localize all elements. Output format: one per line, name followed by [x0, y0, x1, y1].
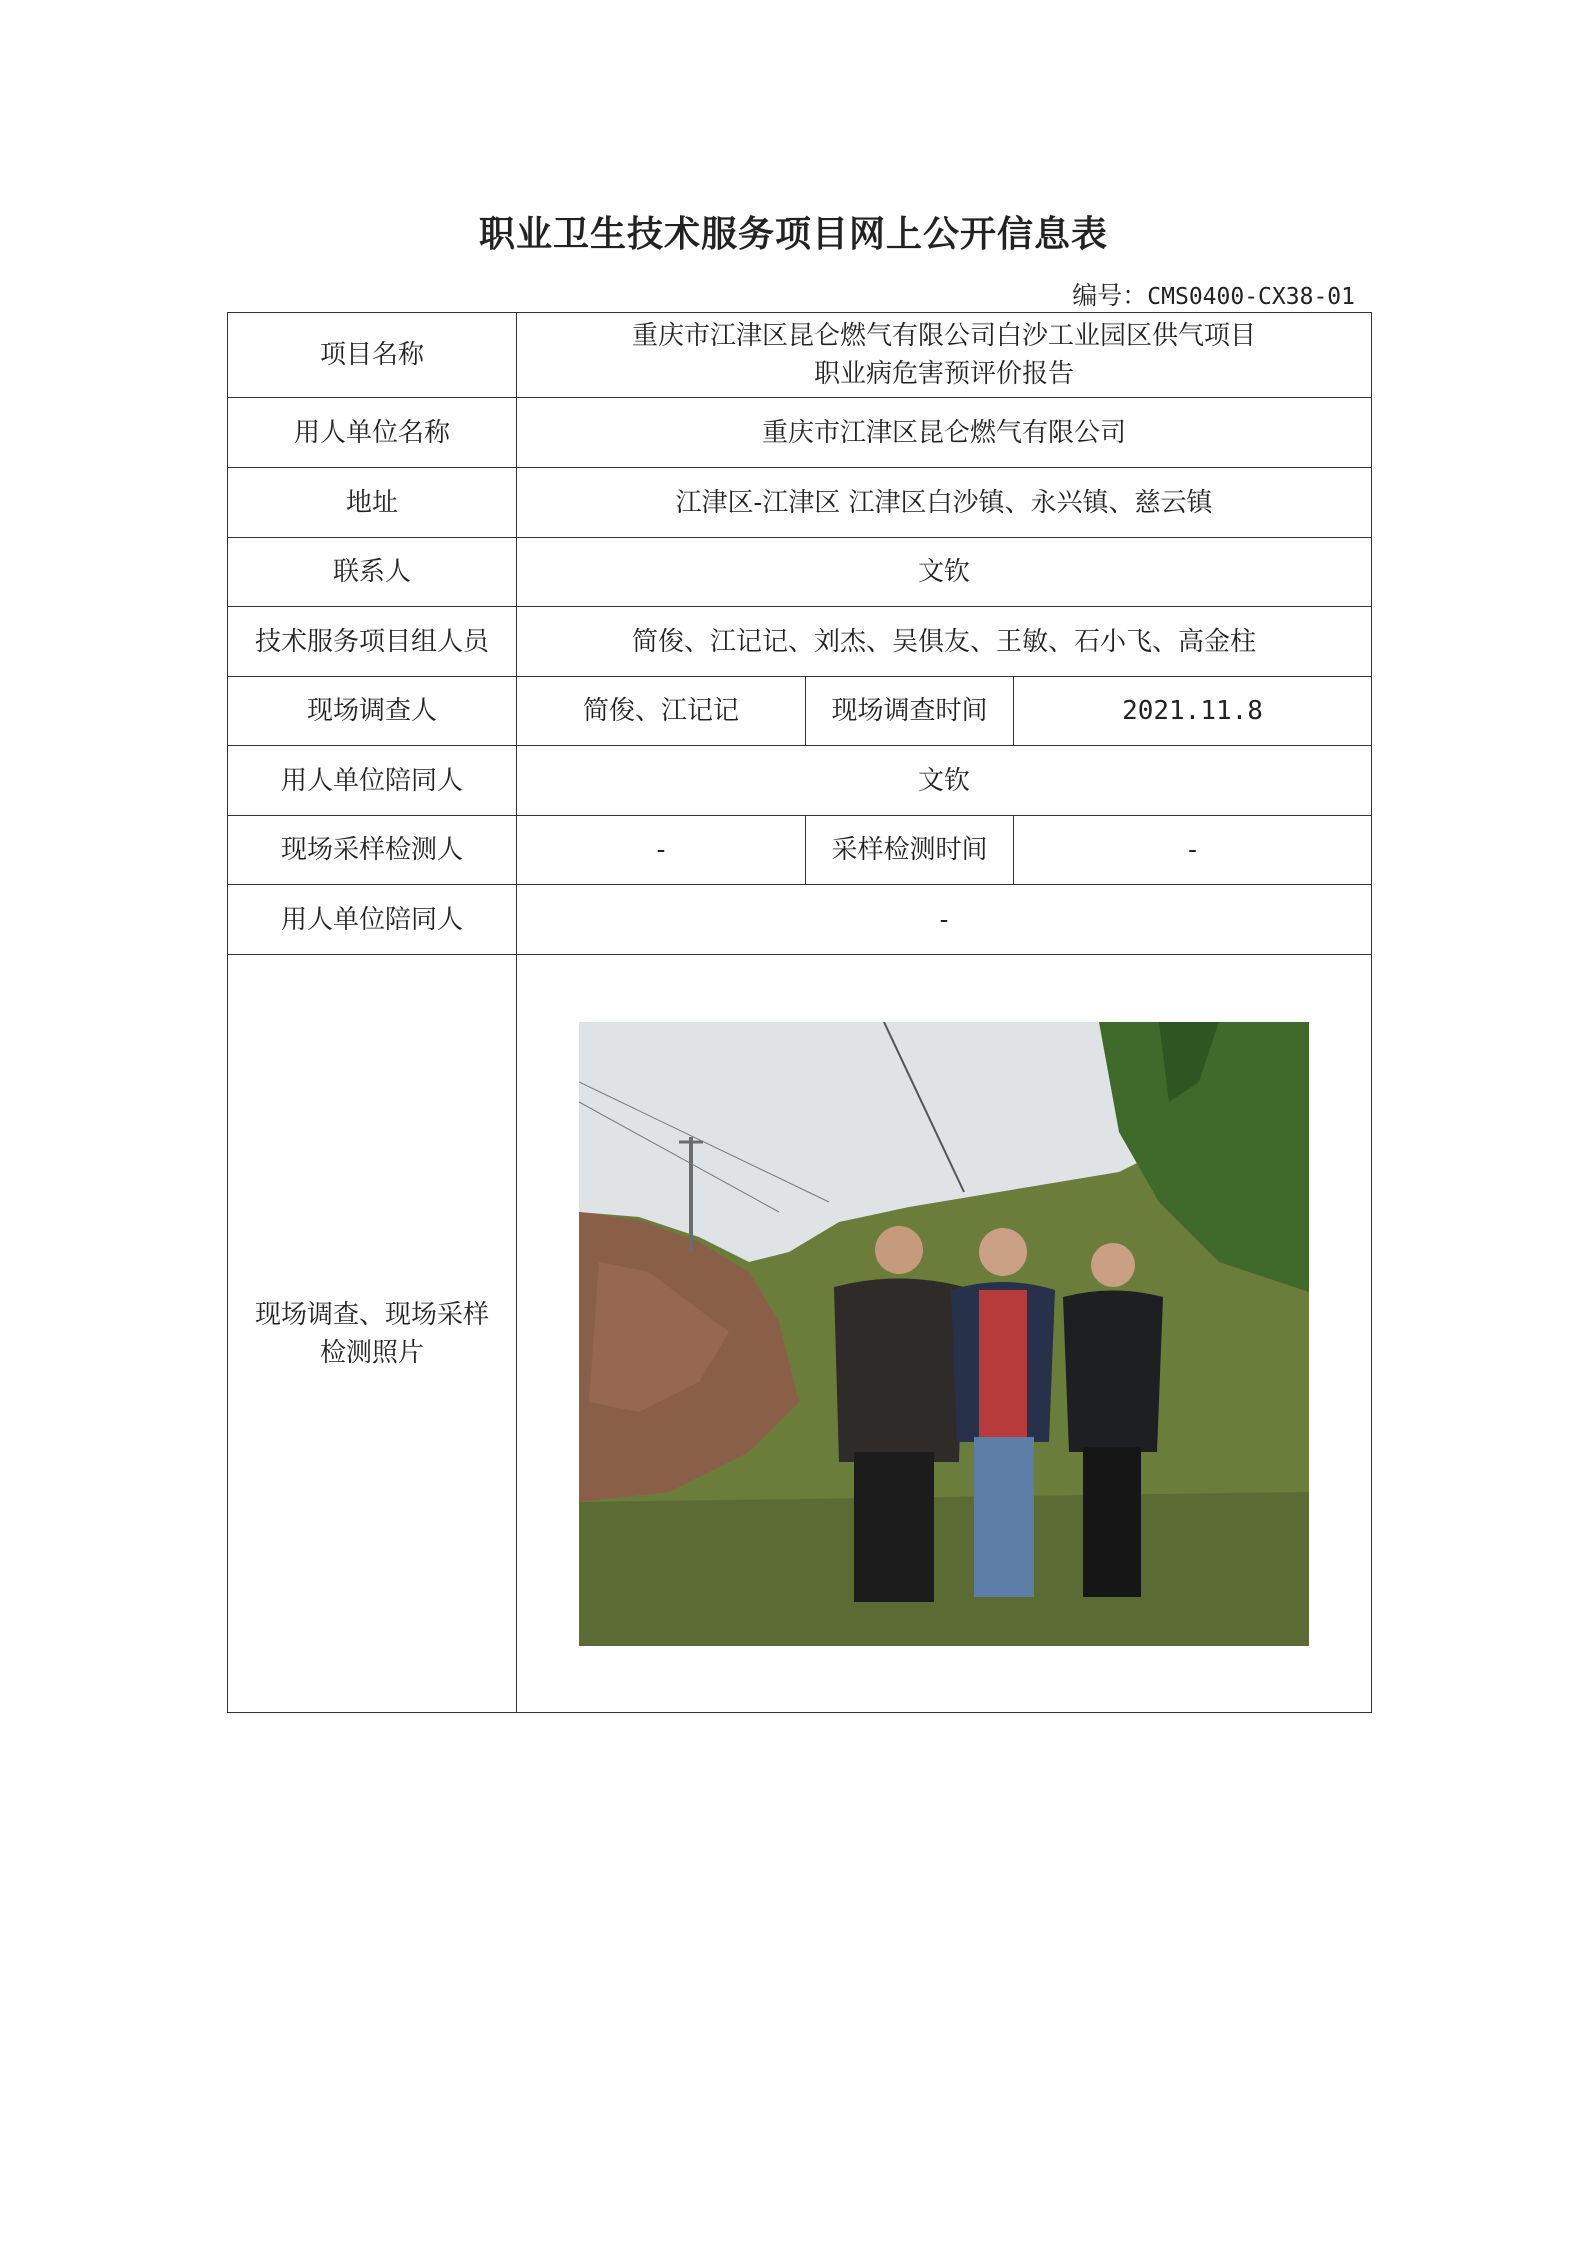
address-label: 地址 [228, 468, 517, 538]
photos-label-line2: 检测照片 [319, 1337, 424, 1368]
info-table [227, 312, 1372, 1713]
employer-name-value: 重庆市江津区昆仑燃气有限公司 [517, 398, 1372, 468]
row-accompany-2 [228, 885, 1372, 955]
contact-value: 文钦 [517, 538, 1372, 607]
photo-foreground-grass [579, 1492, 1309, 1646]
row-team-members [228, 607, 1372, 677]
document-number-label: 编号： [1072, 281, 1148, 310]
row-contact [228, 538, 1372, 607]
employer-name-label: 用人单位名称 [228, 398, 517, 468]
sampling-time-label: 采样检测时间 [806, 816, 1014, 885]
document-number [1072, 276, 1355, 312]
sampling-label: 现场采样检测人 [228, 816, 517, 885]
project-name-label: 项目名称 [228, 313, 517, 398]
address-value: 江津区-江津区 江津区白沙镇、永兴镇、慈云镇 [517, 468, 1372, 538]
project-name-line1: 重庆市江津区昆仑燃气有限公司白沙工业园区供气项目 [632, 321, 1257, 351]
site-survey-photo [579, 1022, 1309, 1646]
photos-label-line1: 现场调查、现场采样 [254, 1299, 489, 1330]
contact-label: 联系人 [228, 538, 517, 607]
accompany-2-label: 用人单位陪同人 [228, 885, 517, 955]
row-project-name [228, 313, 1372, 398]
row-sampling [228, 816, 1372, 885]
site-survey-time-value: 2021.11.8 [1014, 677, 1372, 746]
row-employer-name [228, 398, 1372, 468]
accompany-1-value: 文钦 [517, 746, 1372, 816]
photos-value [517, 955, 1372, 1713]
accompany-1-label: 用人单位陪同人 [228, 746, 517, 816]
row-address [228, 468, 1372, 538]
document-number-value: CMS0400-CX38-01 [1147, 284, 1355, 310]
photos-label [228, 955, 517, 1713]
row-accompany-1 [228, 746, 1372, 816]
sampling-time-value: - [1014, 816, 1372, 885]
project-name-value [517, 313, 1372, 398]
row-photos [228, 955, 1372, 1713]
team-members-value: 简俊、江记记、刘杰、吴俱友、王敏、石小飞、高金柱 [517, 607, 1372, 677]
sampling-value: - [517, 816, 806, 885]
site-survey-value: 简俊、江记记 [517, 677, 806, 746]
project-name-line2: 职业病危害预评价报告 [814, 359, 1075, 389]
site-survey-time-label: 现场调查时间 [806, 677, 1014, 746]
row-site-survey [228, 677, 1372, 746]
team-members-label: 技术服务项目组人员 [228, 607, 517, 677]
accompany-2-value: - [517, 885, 1372, 955]
page-title: 职业卫生技术服务项目网上公开信息表 [478, 213, 1108, 255]
site-survey-label: 现场调查人 [228, 677, 517, 746]
